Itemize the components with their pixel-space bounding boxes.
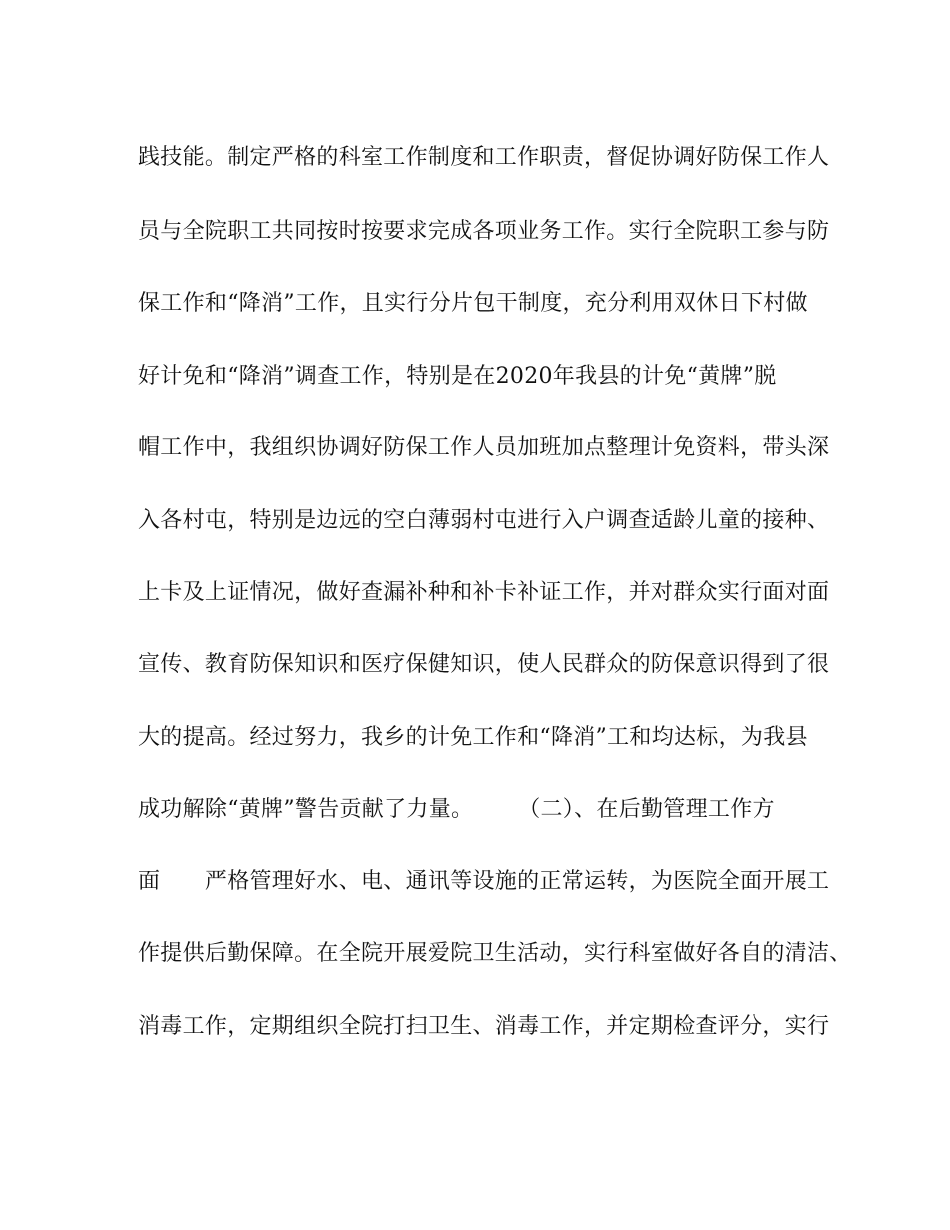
- paragraph-line: 践技能。制定严格的科室工作制度和工作职责，督促协调好防保工作人: [138, 145, 830, 170]
- paragraph-line: 大的提高。经过努力，我乡的计免工作和“降消”工和均达标，为我县: [138, 725, 808, 750]
- paragraph-line: 好计免和“降消”调查工作，特别是在2020年我县的计免“黄牌”脱: [138, 364, 777, 389]
- paragraph-line: 面 严格管理好水、电、通讯等设施的正常运转，为医院全面开展工: [138, 869, 830, 894]
- paragraph-line: 消毒工作，定期组织全院打扫卫生、消毒工作，并定期检查评分，实行: [138, 1014, 830, 1039]
- paragraph-line: 宣传、教育防保知识和医疗保健知识，使人民群众的防保意识得到了很: [138, 652, 830, 677]
- paragraph-line: 入各村屯，特别是边远的空白薄弱村屯进行入户调查适龄儿童的接种、: [138, 508, 830, 533]
- paragraph-line: 保工作和“降消”工作，且实行分片包干制度，充分利用双休日下村做: [138, 291, 808, 316]
- paragraph-line: 成功解除“黄牌”警告贡献了力量。 （二）、在后勤管理工作方: [138, 797, 775, 822]
- paragraph-line: 作提供后勤保障。在全院开展爱院卫生活动，实行科室做好各自的清洁、: [138, 941, 852, 966]
- paragraph-line: 帽工作中，我组织协调好防保工作人员加班加点整理计免资料，带头深: [138, 435, 830, 460]
- paragraph-line: 上卡及上证情况，做好查漏补种和补卡补证工作，并对群众实行面对面: [138, 580, 830, 605]
- paragraph-line: 员与全院职工共同按时按要求完成各项业务工作。实行全院职工参与防: [138, 219, 830, 244]
